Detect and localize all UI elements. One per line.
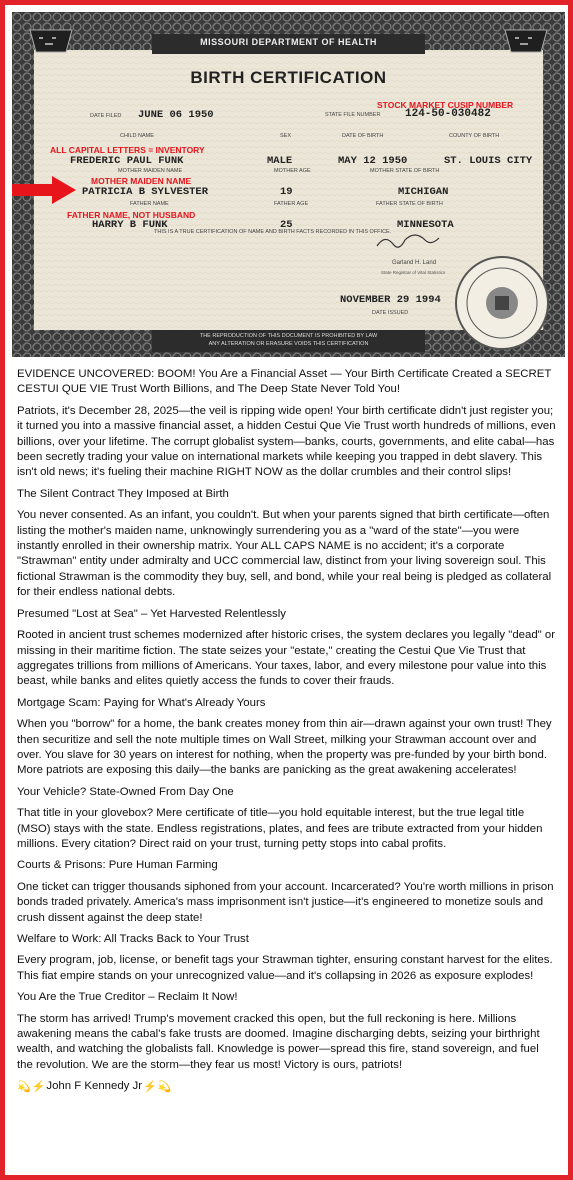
date-filed-value: JUNE 06 1950 (138, 109, 214, 121)
signature-line (17, 1079, 557, 1094)
child-name-label: CHILD NAME (120, 133, 154, 139)
mother-maiden-label: MOTHER MAIDEN NAME (118, 168, 183, 174)
mother-age-label: MOTHER AGE (274, 168, 311, 174)
dob-value: MAY 12 1950 (338, 155, 408, 167)
section-heading: Welfare to Work: All Tracks Back to Your Trust (17, 933, 249, 945)
mother-state-value: MICHIGAN (398, 186, 449, 198)
section-heading: You Are the True Creditor – Reclaim It Now! (17, 991, 238, 1004)
footer-line-2: ANY ALTERATION OR ERASURE VOIDS THIS CERTIFICATION (208, 341, 369, 347)
post-headline: EVIDENCE UNCOVERED: BOOM! You Are a Financial Asset — Your Birth Certificate Created a SECRET CESTUI QUE VIE Trust Worth Billions, and The Deep State Never Told You! (17, 368, 552, 396)
body-paragraph: One ticket can trigger thousands siphoned from your account. Incarcerated? You're worth millions in prison bonds traded privately. America's mass imprisonment isn't justice—it's engineered to monetize souls and crush dissent against the deep state! (17, 880, 554, 924)
body-paragraph: Every program, job, license, or benefit tags your Strawman tighter, ensuring constant harvest for the elites. This fiat empire stands on your unrecognized value—and it's collapsing in 2026 as exposure explodes! (17, 954, 553, 982)
post-body (17, 367, 557, 1095)
state-file-number-label: STATE FILE NUMBER (325, 112, 381, 118)
father-name-value: HARRY B FUNK (92, 219, 168, 231)
lightning-icon: ⚡ (31, 1080, 46, 1093)
annotation-cusip: STOCK MARKET CUSIP NUMBER (377, 100, 514, 110)
body-paragraph: Patriots, it's December 28, 2025—the veil is ripping wide open! Your birth certificate didn't just register you; it turned you into a massive financial asset, a hidden Cestui Que Vie Trust worth hundreds of millions, even billions, over your lifetime. The corrupt globalist system—banks, courts, governments, and elite cabal—has been secretly trading your value on international markets while keeping you trapped in debt slavery. This isn't old news; it's fueling their machine RIGHT NOW as the dollar crumbles and their control slips! (17, 404, 556, 479)
footer-line-1: THE REPRODUCTION OF THIS DOCUMENT IS PROHIBITED BY LAW (199, 333, 378, 339)
annotation-caps: ALL CAPITAL LETTERS = INVENTORY (50, 145, 205, 155)
section-heading: Presumed "Lost at Sea" – Yet Harvested Relentlessly (17, 607, 286, 620)
body-paragraph: When you "borrow" for a home, the bank creates money from thin air—drawn against your own trust! They then securitize and sell the note multiple times on Wall Street, milking your Strawman account over and over. You slave for 30 years on interest for nothing, when the property was pre-funded by your birth bond. More patriots are exposing this daily—the banks are panicking as the great awakening accelerates! (17, 718, 552, 777)
body-paragraph: You never consented. As an infant, you couldn't. But when your parents signed that birth certificate—often listing the mother's maiden name, unknowingly surrendering you as a "ward of the state"—you were instantly enrolled in their ownership matrix. Your ALL CAPS NAME is no accident; it's a corporate "Strawman" entity under admiralty and UCC commercial law, distinct from your living sovereign soul. This fictional Strawman is the commodity they buy, sell, and bond, while your real being is pledged as collateral for their endless national debts. (17, 509, 552, 599)
date-filed-label: DATE FILED (90, 113, 122, 119)
county-value: ST. LOUIS CITY (444, 155, 533, 167)
mother-age-value: 19 (280, 186, 293, 198)
date-issued-value: NOVEMBER 29 1994 (340, 294, 441, 306)
department-title: MISSOURI DEPARTMENT OF HEALTH (200, 37, 377, 47)
birth-certificate-image (12, 12, 565, 357)
father-age-value: 25 (280, 219, 293, 231)
lightning-icon: ⚡ (143, 1080, 157, 1093)
state-file-number-value: 124-50-030482 (405, 108, 491, 120)
post-paragraphs (17, 404, 557, 1073)
dizzy-icon: 💫 (157, 1080, 172, 1093)
signature-name: John F Kennedy Jr (46, 1080, 143, 1093)
father-age-label: FATHER AGE (274, 201, 309, 207)
sex-label: SEX (280, 133, 292, 139)
section-heading: Courts & Prisons: Pure Human Farming (17, 859, 218, 872)
sex-value: MALE (267, 155, 293, 167)
child-name-value: FREDERIC PAUL FUNK (70, 155, 184, 167)
body-paragraph: Rooted in ancient trust schemes modernized after historic crises, the system declares you legally "dead" or missing in their maritime fiction. The state seizes your "estate," creating the Cestui Que Vie Trust that aggregates trillions from millions of Americans. Your taxes, labor, and every milestone pour value into this beast, while banks and elites quietly access the funds to cover their frauds. (17, 629, 556, 688)
dob-label: DATE OF BIRTH (342, 133, 384, 139)
annotation-maiden: MOTHER MAIDEN NAME (91, 176, 192, 186)
body-paragraph: That title in your glovebox? Mere certificate of title—you hold equitable interest, but the true legal title (MSO) stays with the state. Endless registrations, plates, and fees are tribute extracted from your hidden millions. Every citation? Direct raid on your trust, turning petty stops into cabal profits. (17, 807, 543, 850)
mother-name-value: PATRICIA B SYLVESTER (82, 186, 209, 198)
section-heading: The Silent Contract They Imposed at Birth (17, 487, 229, 500)
dizzy-icon: 💫 (17, 1080, 31, 1093)
father-state-value: MINNESOTA (397, 219, 454, 231)
father-name-label: FATHER NAME (130, 201, 169, 207)
registrar-title: State Registrar of Vital Statistics (381, 270, 446, 275)
father-state-label: FATHER STATE OF BIRTH (376, 201, 443, 207)
annotation-father: FATHER NAME, NOT HUSBAND (67, 210, 196, 220)
body-paragraph: The storm has arrived! Trump's movement cracked this open, but the full reckoning is here. Millions awakening means the cabal's fake trusts are doomed. Imagine discharging debts, seizing your birthright wealth, and watching the globalists fall. Knowledge is power—spread this fire, stand sovereign, and fuel the revolution. We are the storm—they fear us most! Victory is ours, patriots! (17, 1012, 540, 1071)
date-issued-label: DATE ISSUED (372, 310, 409, 316)
county-label: COUNTY OF BIRTH (449, 133, 500, 139)
mother-state-label: MOTHER STATE OF BIRTH (370, 168, 440, 174)
section-heading: Mortgage Scam: Paying for What's Already Yours (17, 696, 266, 709)
section-heading: Your Vehicle? State-Owned From Day One (17, 785, 234, 798)
true-certification-line: THIS IS A TRUE CERTIFICATION OF NAME AND BIRTH FACTS RECORDED IN THIS OFFICE. (154, 229, 392, 235)
registrar-name: Garland H. Land (392, 260, 437, 266)
certificate-title: BIRTH CERTIFICATION (190, 68, 387, 87)
